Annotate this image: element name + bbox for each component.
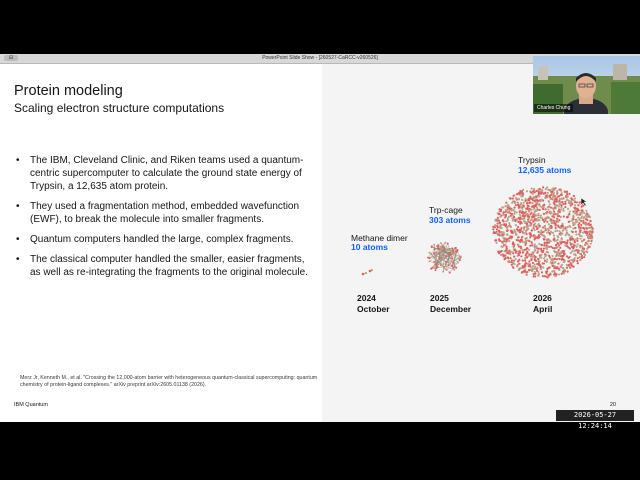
slide-subtitle: Scaling electron structure computations (14, 101, 225, 115)
milestone-atoms-trypsin: 12,635 atoms (518, 165, 572, 175)
milestone-name-methane: Methane dimer (351, 233, 408, 243)
slide (0, 64, 640, 422)
citation: Merz Jr, Kenneth M., et al. "Crossing the 12,000-atom barrier with heterogeneous quantum-classical supercomputing: quantum chemistry of protein-ligand complexes." arXiv preprint arXiv:2605.01138 (2026). (20, 375, 318, 388)
bullet-item: • They used a fragmentation method, embedded wavefunction (EWF), to break the molecule into smaller fragments. (14, 200, 314, 226)
methane-molecule-icon (358, 264, 378, 278)
bullet-item: • Quantum computers handled the large, complex fragments. (14, 233, 314, 246)
bullet-item: • The classical computer handled the smaller, easier fragments, as well as re-integrating the fragments to the original molecule. (14, 253, 314, 279)
milestone-month-methane: October (357, 304, 390, 314)
milestone-year-trpcage: 2025 (430, 293, 449, 303)
footer-brand: IBM Quantum (14, 402, 48, 408)
milestone-month-trypsin: April (533, 304, 553, 314)
bullet-list (14, 154, 314, 286)
mouse-pointer-icon (580, 197, 588, 207)
milestone-atoms-methane: 10 atoms (351, 242, 388, 252)
participant-name: Charles Chung (534, 104, 573, 112)
milestone-name-trpcage: Trp-cage (429, 205, 463, 215)
window-menu-button[interactable]: ⊟ (4, 55, 18, 61)
milestone-month-trpcage: December (430, 304, 472, 314)
window-title: PowerPoint Slide Show - [260527-CaRCC-v260526] (262, 55, 378, 61)
slide-title: Protein modeling (14, 83, 123, 99)
milestone-name-trypsin: Trypsin (518, 155, 546, 165)
milestone-year-trypsin: 2026 (533, 293, 552, 303)
trpcage-molecule-icon (421, 236, 465, 280)
milestone-year-methane: 2024 (357, 293, 376, 303)
page-number: 20 (609, 402, 616, 408)
milestone-atoms-trpcage: 303 atoms (429, 215, 471, 225)
timestamp-overlay: 2026-05-27 12:24:14 (556, 410, 634, 421)
webcam-video (533, 56, 640, 114)
bullet-item: • The IBM, Cleveland Clinic, and Riken teams used a quantum-centric supercomputer to calculate the ground state energy of Trypsin, a 12,635 atom protein. (14, 154, 314, 193)
